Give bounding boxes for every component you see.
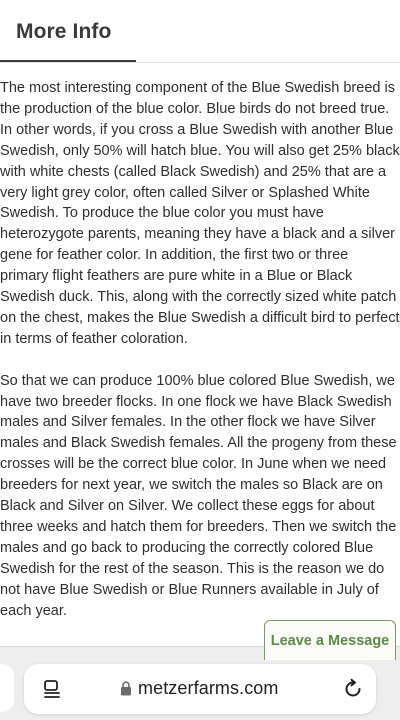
address-bar[interactable] <box>24 664 376 714</box>
article-content <box>0 78 400 642</box>
lock-icon <box>120 681 132 696</box>
tab-more-info[interactable]: More Info <box>16 20 112 43</box>
tab-bar <box>0 0 400 64</box>
leave-a-message-button[interactable] <box>264 620 396 660</box>
article-paragraph: So that we can produce 100% blue colored Blue Swedish, we have two breeder flocks. In one flock we have Black Swedish males and Silver females. In the other flock we have Silver males and Black Swedish females. All the progeny from these crosses will be the correct blue color. In June when we need breeders for next year, we switch the males so Black are on Black and Silver on Silver. We collect these eggs for about three weeks and hatch them for breeders. Then we switch the males and go back to producing the correctly colored Blue Swedish for the rest of the season. This is the reason we do not have Blue Swedish or Blue Runners available in July of each year. <box>0 372 397 619</box>
url-text[interactable]: metzerfarms.com <box>138 678 279 698</box>
article-paragraph: The most interesting component of the Blue Swedish breed is the production of the blue color. Blue birds do not breed true. In other words, if you cross a Blue Swedish with another Blue Swedish, only 50% will hatch blue. You will also get 25% black with white chests (called Black Swedish) and 25% that are a very light grey color, often called Silver or Splashed White Swedish. To produce the blue color you must have heterozygote parents, meaning they have a black and a silver gene for feather color. In addition, the first two or three primary flight feathers are pure white in a Blue or Black Swedish duck. This, along with the correctly sized white patch on the chest, makes the Blue Swedish a difficult bird to perfect in terms of feather coloration. <box>0 80 400 347</box>
leave-a-message-label: Leave a Message <box>270 632 390 649</box>
reload-icon[interactable] <box>342 678 364 700</box>
previous-tab-edge[interactable] <box>0 664 14 712</box>
tab-divider <box>0 62 400 63</box>
reader-mode-icon[interactable] <box>42 679 62 699</box>
